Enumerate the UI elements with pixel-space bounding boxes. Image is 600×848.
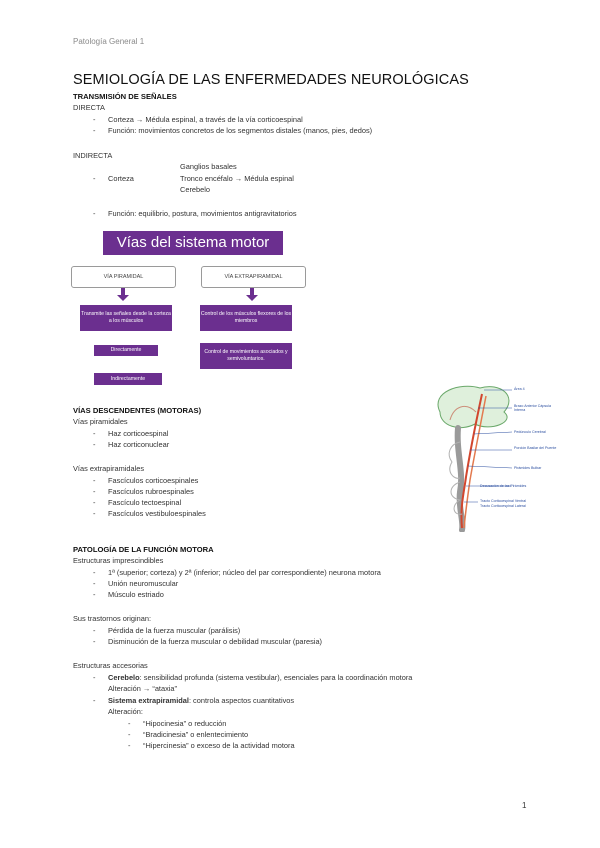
cerebelo-line xyxy=(108,673,412,682)
via-extrapiramidal-box: VÍA EXTRAPIRAMIDAL xyxy=(201,266,306,288)
indirecta-target: Tronco encéfalo → Médula espinal xyxy=(180,174,294,183)
extrapiramidal-term: Sistema extrapiramidal xyxy=(108,696,189,705)
bullet-dash: - xyxy=(93,440,96,449)
corticospinal-tract-illustration xyxy=(420,382,560,532)
extrapiramidal-item: Fascículos corticoespinales xyxy=(108,476,199,485)
extrapiramidal-desc-box: Control de los músculos flexores de los miembros xyxy=(200,305,292,331)
bullet-dash: - xyxy=(93,429,96,438)
bullet-dash: - xyxy=(93,673,96,682)
extrapiramidal-item: Fascículos rubroespinales xyxy=(108,487,194,496)
alteracion-item: “Hipercinesia” o exceso de la actividad motora xyxy=(143,741,295,750)
directamente-box: Directamente xyxy=(94,345,158,356)
directa-item: Función: movimientos concretos de los segmentos distales (manos, pies, dedos) xyxy=(108,126,373,135)
illustration-label: Pedúnculo Cerebral xyxy=(514,430,546,434)
piramidal-desc-box: Transmite las señales desde la corteza a los músculos xyxy=(80,305,172,331)
bullet-dash: - xyxy=(93,509,96,518)
bullet-dash: - xyxy=(93,126,96,135)
piramidal-item: Haz corticoespinal xyxy=(108,429,169,438)
illustration-label: Pirámides Bulbar xyxy=(514,466,542,470)
trastornos-label: Sus trastornos originan: xyxy=(73,614,152,623)
bullet-dash: - xyxy=(93,568,96,577)
cerebelo-term: Cerebelo xyxy=(108,673,140,682)
illustration-label: Tracto Corticoespinal Ventral xyxy=(480,499,527,503)
down-arrow-icon xyxy=(245,288,259,302)
extrapiramidal-line xyxy=(108,696,294,705)
bullet-dash: - xyxy=(93,115,96,124)
illustration-label: Tracto Corticoespinal Lateral xyxy=(480,504,526,508)
illustration-label: Brazo Anterior Cápsula Interna xyxy=(514,404,551,412)
extrapiramidal-desc: : controla aspectos cuantitativos xyxy=(188,696,295,705)
bullet-dash: - xyxy=(93,590,96,599)
extrapiramidal-alteracion: Alteración: xyxy=(108,707,143,716)
indirecta-corteza: Corteza xyxy=(108,174,134,183)
illustration-label: Decusación de las Pirámides xyxy=(480,484,527,488)
directa-item: Corteza → Médula espinal, a través de la vía corticoespinal xyxy=(108,115,303,124)
extrapiramidales-label: Vías extrapiramidales xyxy=(73,464,145,473)
diagram-title: Vías del sistema motor xyxy=(103,231,283,255)
illustration-label: Área 4 xyxy=(514,387,525,391)
bullet-dash: - xyxy=(93,498,96,507)
bullet-dash: - xyxy=(128,741,131,750)
extrapiramidal-item: Fascículo tectoespinal xyxy=(108,498,182,507)
indirectamente-box: Indirectamente xyxy=(94,373,162,385)
alteracion-item: “Hipocinesia” o reducción xyxy=(143,719,227,728)
imprescindible-item: Músculo estriado xyxy=(108,590,164,599)
indirecta-target: Ganglios basales xyxy=(180,162,237,171)
bullet-dash: - xyxy=(93,476,96,485)
directa-label: DIRECTA xyxy=(73,103,105,112)
bullet-dash: - xyxy=(128,719,131,728)
illustration-label: Porción Basilar del Puente xyxy=(514,446,557,450)
piramidales-label: Vías piramidales xyxy=(73,417,128,426)
bullet-dash: - xyxy=(93,174,96,183)
control-movimientos-box: Control de movimientos asociados y semivoluntarios. xyxy=(200,343,292,369)
trastorno-item: Disminución de la fuerza muscular o debilidad muscular (paresia) xyxy=(108,637,323,646)
bullet-dash: - xyxy=(93,579,96,588)
trastorno-item: Pérdida de la fuerza muscular (parálisis) xyxy=(108,626,241,635)
imprescindible-item: 1ª (superior; corteza) y 2ª (inferior; núcleo del par correspondiente) neurona motora xyxy=(108,568,381,577)
transmision-heading: TRANSMISIÓN DE SEÑALES xyxy=(73,92,177,101)
bullet-dash: - xyxy=(93,626,96,635)
page-title: SEMIOLOGÍA DE LAS ENFERMEDADES NEUROLÓGICAS xyxy=(73,72,469,88)
patologia-heading: PATOLOGÍA DE LA FUNCIÓN MOTORA xyxy=(73,545,214,554)
down-arrow-icon xyxy=(116,288,130,302)
indirecta-label: INDIRECTA xyxy=(73,151,113,160)
indirecta-funcion: Función: equilibrio, postura, movimientos antigravitatorios xyxy=(108,209,297,218)
indirecta-target: Cerebelo xyxy=(180,185,210,194)
imprescindible-item: Unión neuromuscular xyxy=(108,579,179,588)
cerebelo-desc: : sensibilidad profunda (sistema vestibular), esenciales para la coordinación motora xyxy=(139,673,413,682)
page-number: 1 xyxy=(522,801,527,810)
extrapiramidal-item: Fascículos vestibuloespinales xyxy=(108,509,206,518)
bullet-dash: - xyxy=(93,487,96,496)
via-piramidal-box: VÍA PIRAMIDAL xyxy=(71,266,176,288)
bullet-dash: - xyxy=(128,730,131,739)
imprescindibles-label: Estructuras imprescindibles xyxy=(73,556,164,565)
bullet-dash: - xyxy=(93,696,96,705)
cerebelo-alteracion: Alteración → “ataxia” xyxy=(108,684,178,693)
bullet-dash: - xyxy=(93,637,96,646)
alteracion-item: “Bradicinesia” o enlentecimiento xyxy=(143,730,249,739)
piramidal-item: Haz corticonuclear xyxy=(108,440,170,449)
accesorias-label: Estructuras accesorias xyxy=(73,661,148,670)
vias-heading: VÍAS DESCENDENTES (MOTORAS) xyxy=(73,406,202,415)
bullet-dash: - xyxy=(93,209,96,218)
running-header: Patología General 1 xyxy=(73,37,145,46)
